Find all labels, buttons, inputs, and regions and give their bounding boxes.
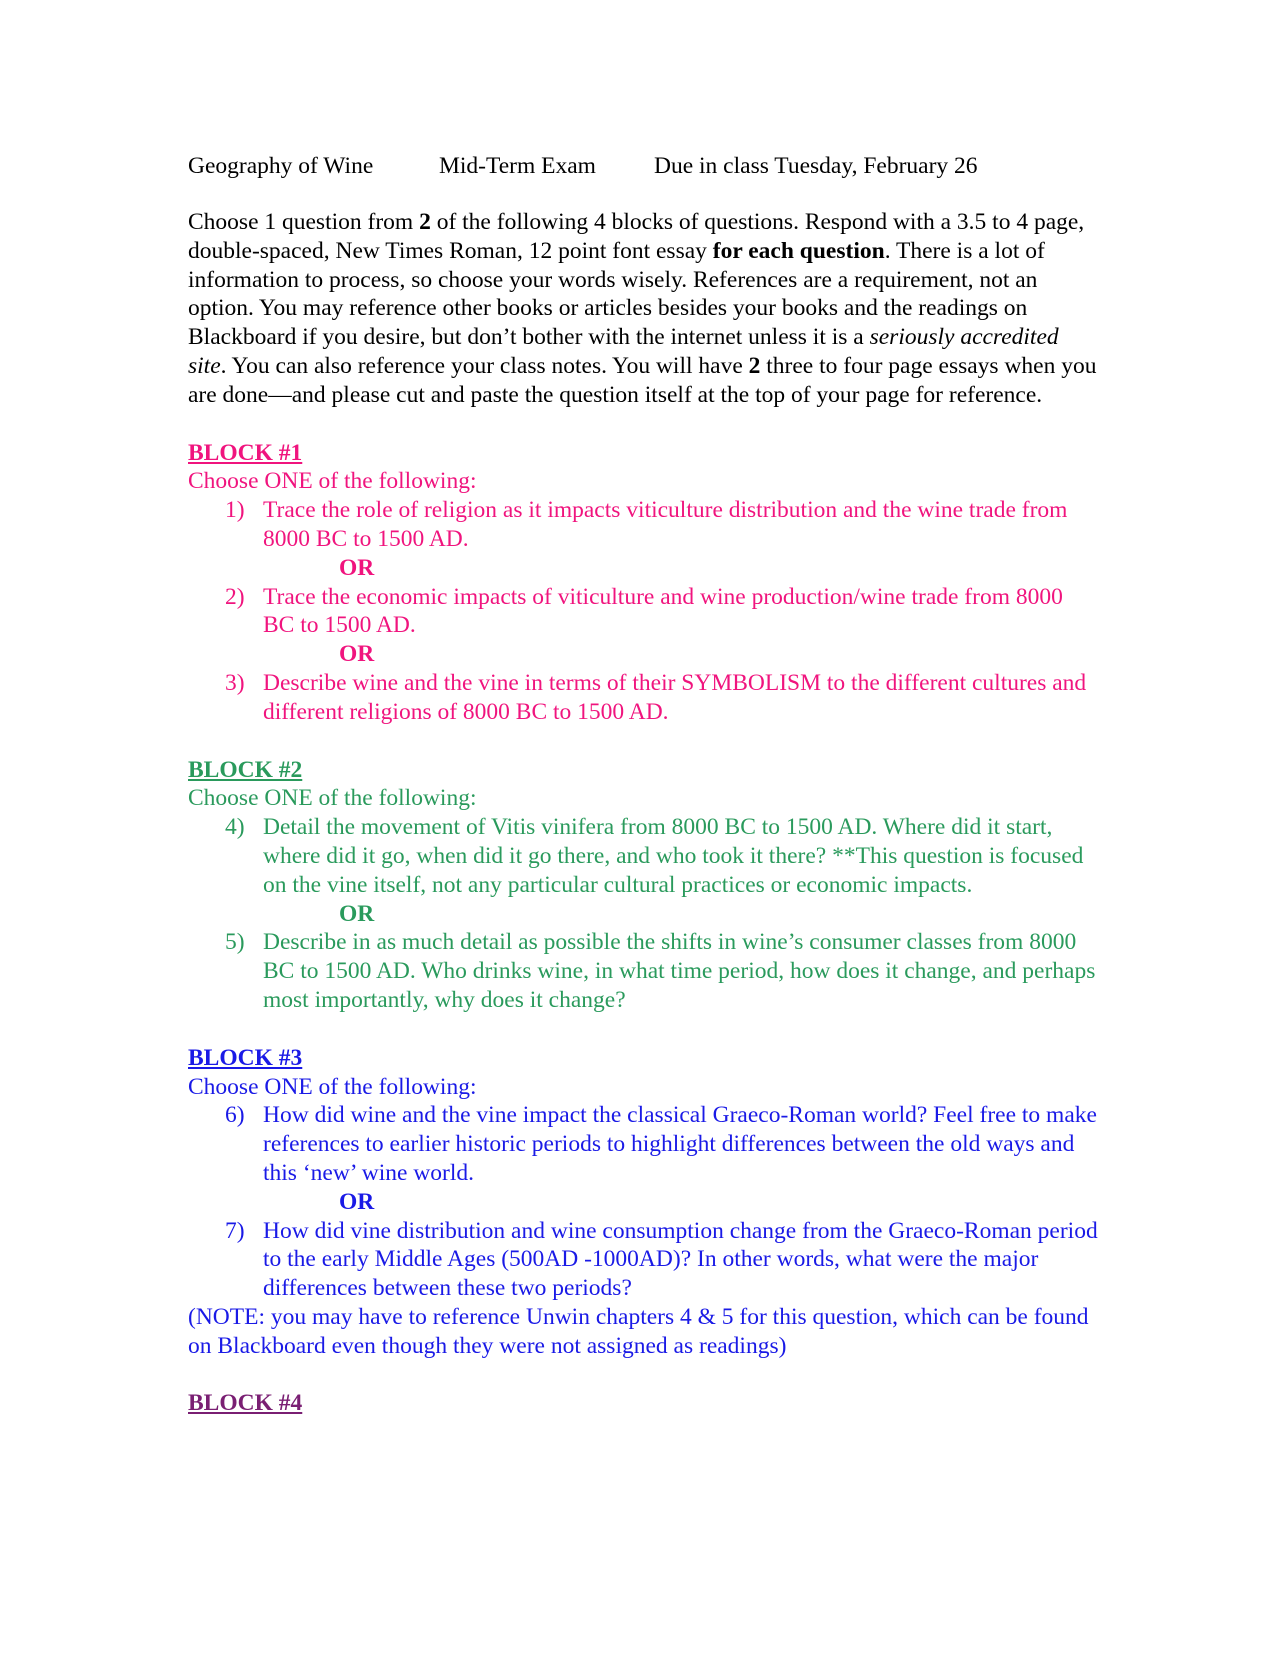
exam-title: Mid-Term Exam: [439, 153, 596, 179]
course-title: Geography of Wine: [188, 153, 374, 179]
block-3-questions: [188, 1101, 1100, 1303]
block-3-title: BLOCK #3: [188, 1044, 303, 1071]
block-2-instruction: Choose ONE of the following:: [188, 785, 477, 812]
block-2-questions: [188, 813, 1100, 1015]
question-number: 6): [225, 1102, 245, 1129]
question-text: How did vine distribution and wine consumption change from the Graeco-Roman period to the early Middle Ages (500AD -1000AD)? In other words, what were the major differences between these two periods?: [263, 1217, 1098, 1302]
question-6: [188, 1101, 1100, 1187]
instructions-paragraph: [188, 208, 1100, 410]
question-number: 2): [225, 583, 245, 610]
question-number: 7): [225, 1217, 245, 1244]
block-1-questions: [188, 496, 1100, 726]
intro-bold-two: 2: [748, 352, 761, 379]
block-1-instruction: Choose ONE of the following:: [188, 468, 477, 495]
intro-text: . There is a lot of information to process, so choose your words wisely. References are a requirement, not an option. You may reference other books or articles besides your books and the readings on Blackboard if you desire, but don’t bother with the internet unless it is a: [188, 237, 1045, 351]
intro-italic-site: seriously accredited site: [188, 324, 1059, 379]
block-4-title: BLOCK #4: [188, 1390, 303, 1417]
intro-bold-each: for each question: [712, 237, 885, 264]
question-text: How did wine and the vine impact the classical Graeco-Roman world? Feel free to make references to earlier historic periods to highlight differences between the old ways and this ‘new’ wine world.: [263, 1102, 1097, 1186]
question-2: [188, 583, 1100, 641]
intro-text: Choose 1 question from: [188, 209, 420, 235]
question-number: 1): [225, 497, 245, 524]
question-text: Trace the role of religion as it impacts viticulture distribution and the wine trade from 8000 BC to 1500 AD.: [263, 497, 1068, 552]
question-number: 5): [225, 929, 245, 956]
block-2: [188, 756, 1100, 1015]
block-2-title: BLOCK #2: [188, 756, 303, 783]
question-number: 4): [225, 814, 245, 841]
document-header: [188, 152, 1100, 181]
or-separator: OR: [339, 900, 375, 927]
block-4: [188, 1389, 1100, 1418]
question-7: [188, 1217, 1100, 1303]
question-text: Describe in as much detail as possible the shifts in wine’s consumer classes from 8000 BC to 1500 AD. Who drinks wine, in what time period, how does it change, and perhaps most importantly, why does it change?: [263, 929, 1096, 1013]
block-3-instruction: Choose ONE of the following:: [188, 1073, 477, 1100]
intro-bold-count: 2: [419, 209, 431, 235]
exam-document: [188, 152, 1100, 1418]
question-text: Detail the movement of Vitis vinifera from 8000 BC to 1500 AD. Where did it start, where did it go, when did it go there, and who took it there? **This question is focused on the vine itself, not any particular cultural practices or economic impacts.: [263, 814, 1084, 898]
question-text: Trace the economic impacts of viticulture and wine production/wine trade from 8000 BC to 1500 AD.: [263, 583, 1063, 639]
intro-text: three to four page essays when you are done—and please cut and paste the question itself at the top of your page for reference.: [188, 352, 1097, 408]
or-separator: OR: [339, 641, 375, 668]
due-date: Due in class Tuesday, February 26: [654, 153, 978, 179]
question-1: [188, 496, 1100, 554]
block-3: [188, 1044, 1100, 1361]
or-separator: OR: [339, 554, 375, 581]
intro-text: of the following 4 blocks of questions. Respond with a 3.5 to 4 page, double-spaced, New Times Roman, 12 point font essay: [188, 209, 1085, 264]
block-1: [188, 439, 1100, 727]
question-text: Describe wine and the vine in terms of their SYMBOLISM to the different cultures and different religions of 8000 BC to 1500 AD.: [263, 669, 1087, 725]
question-3: [188, 669, 1100, 727]
question-number: 3): [225, 669, 245, 696]
block-1-title: BLOCK #1: [188, 439, 303, 466]
or-separator: OR: [339, 1188, 375, 1215]
question-4: [188, 813, 1100, 899]
block-3-note: (NOTE: you may have to reference Unwin chapters 4 & 5 for this question, which can be found on Blackboard even though they were not assigned as readings): [188, 1303, 1089, 1359]
question-5: [188, 928, 1100, 1014]
intro-text: . You can also reference your class notes. You will have: [220, 352, 749, 379]
